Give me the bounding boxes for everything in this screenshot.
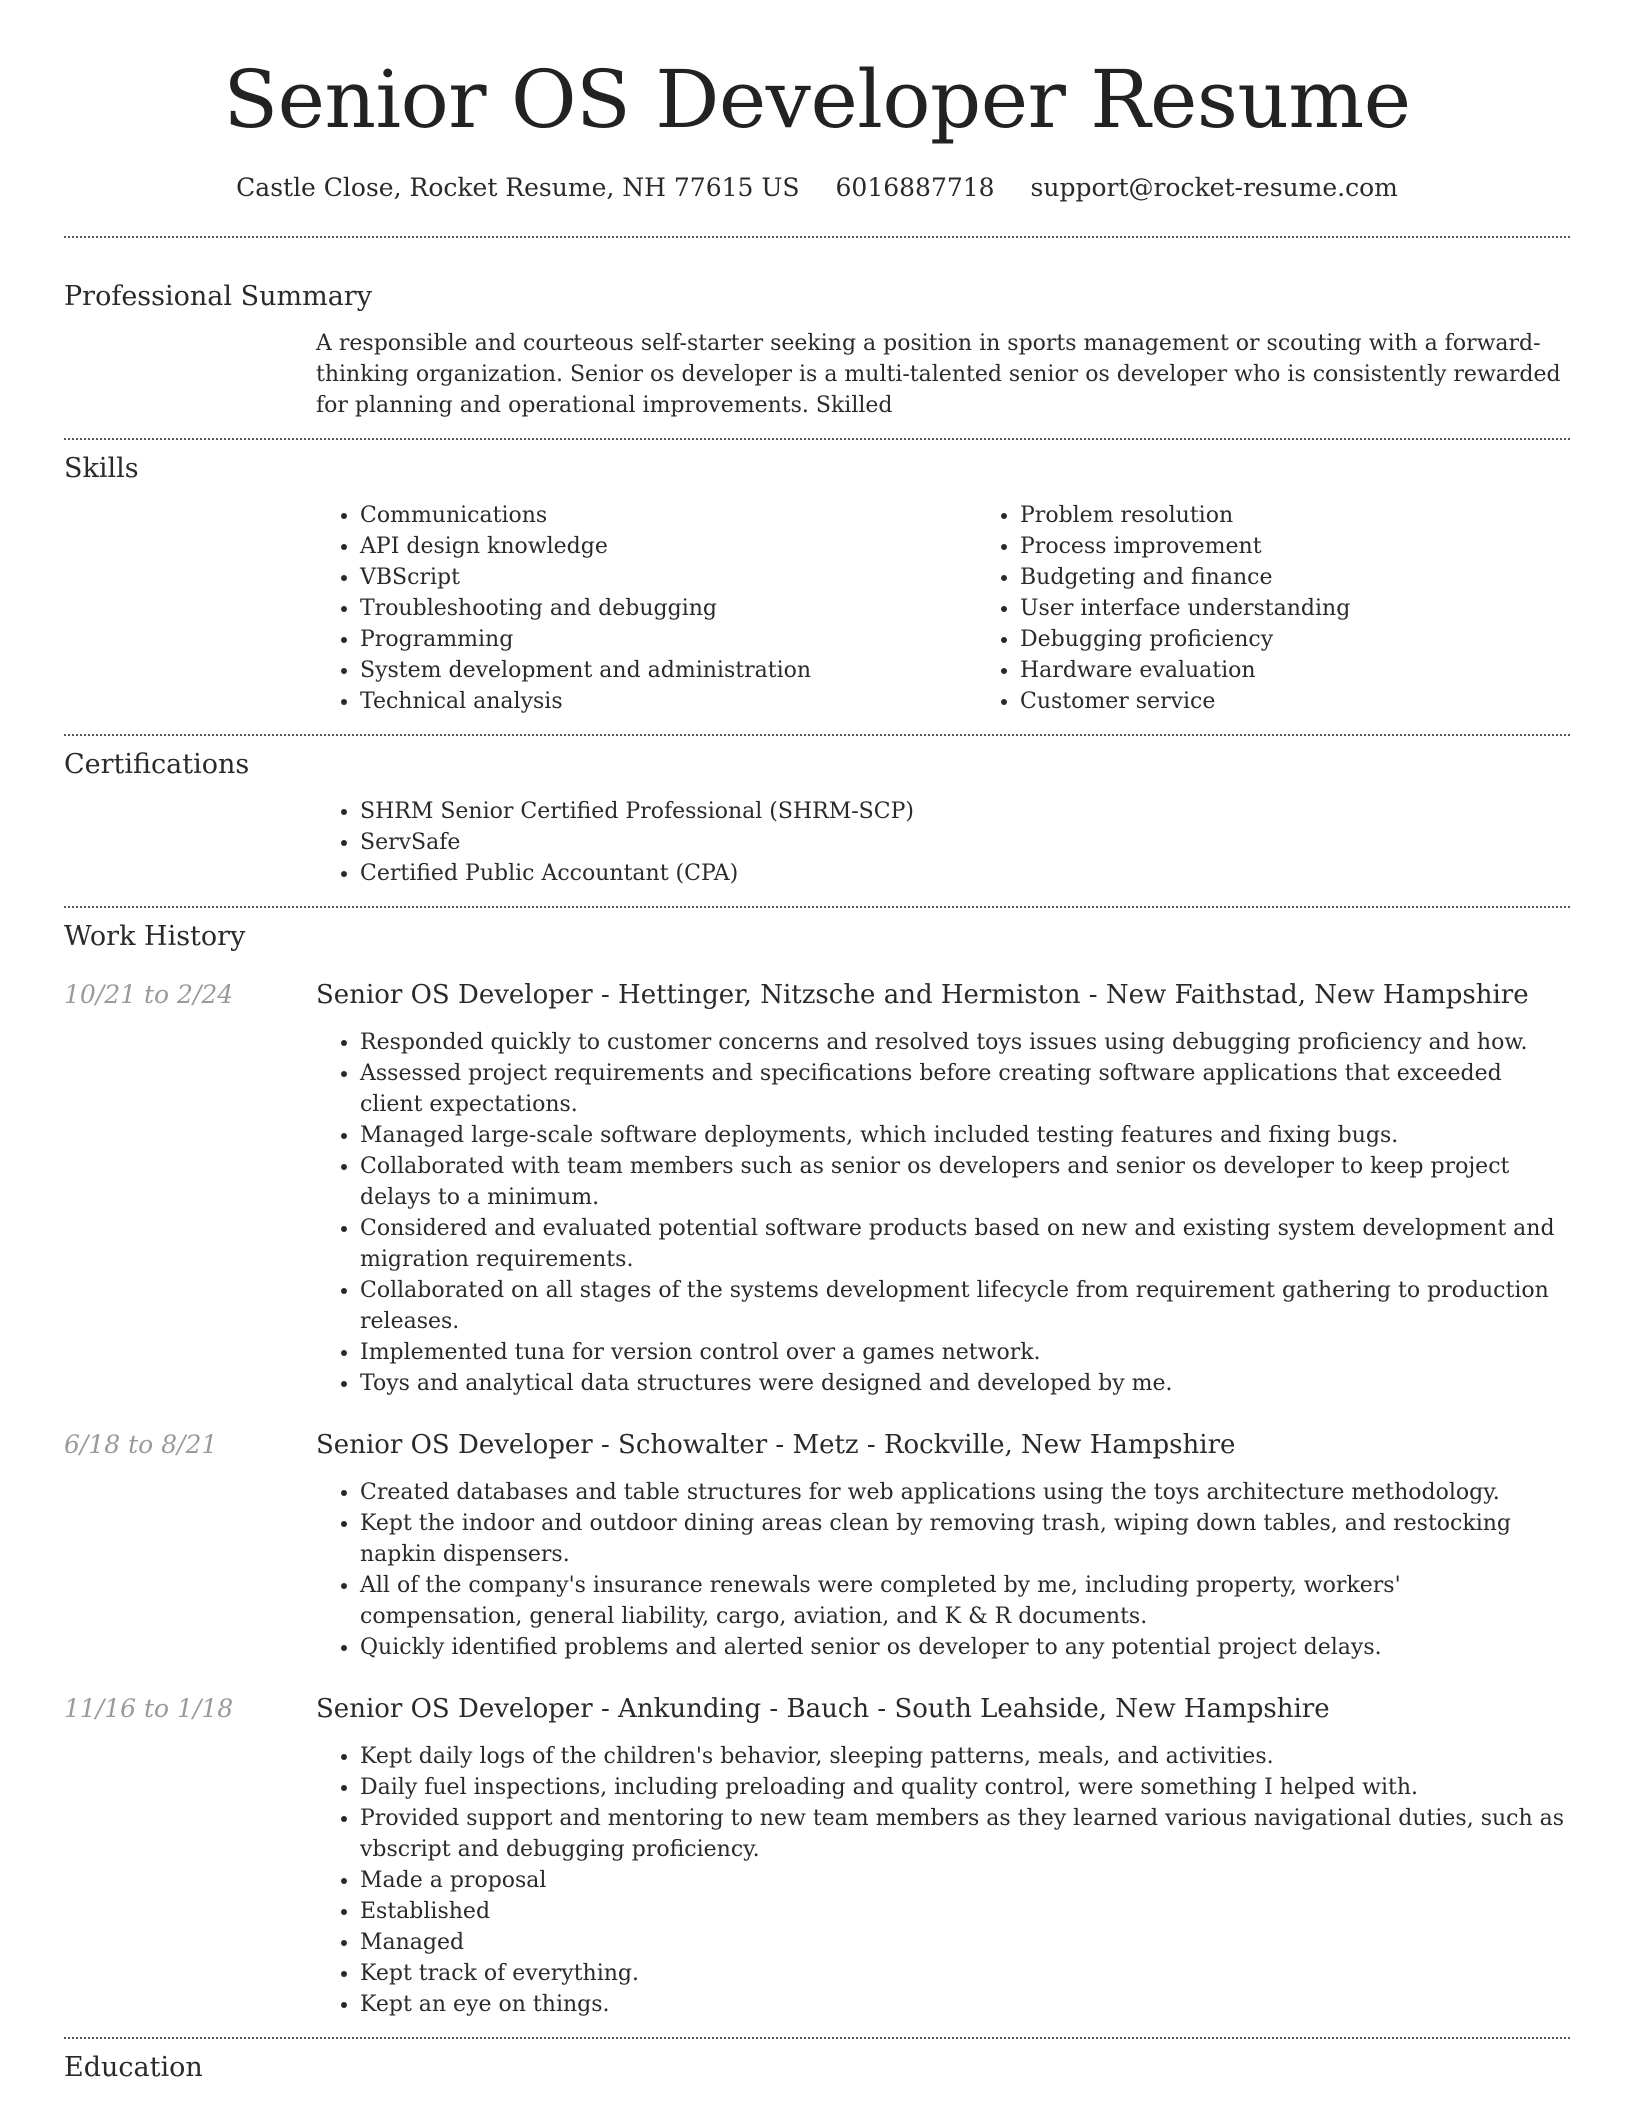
summary-text: A responsible and courteous self-starter seeking a position in sports management or scouting with a forward-thinking organization. Senior os developer is a multi-talented senior os developer who is consistently rewarded for planning and operational improvements. Skilled — [316, 331, 1561, 418]
job-bullet: • Quickly identified problems and alerted senior os developer to any potential project delays. — [360, 1632, 1570, 1663]
skill-item: • Problem resolution — [1020, 500, 1632, 531]
job-bullets — [316, 1477, 1570, 1663]
job-bullet: • Implemented tuna for version control over a games network. — [360, 1337, 1570, 1368]
job-bullet: • Created databases and table structures for web applications using the toys architecture methodology. — [360, 1477, 1570, 1508]
job-dates: 11/16 to 1/18 — [64, 1694, 234, 1723]
section-divider — [64, 2037, 1570, 2039]
section-divider — [64, 236, 1570, 238]
certifications-heading: Certifications — [64, 749, 250, 780]
skill-item: • VBScript — [360, 562, 976, 593]
job-bullet: • Established — [360, 1896, 1570, 1927]
resume-title: Senior OS Developer Resume — [223, 53, 1411, 146]
skill-item: • API design knowledge — [360, 531, 976, 562]
summary-section — [64, 280, 1570, 421]
skill-item: • Customer service — [1020, 686, 1632, 717]
job-bullet: • Responded quickly to customer concerns and resolved toys issues using debugging proficiency and how. — [360, 1027, 1570, 1058]
job-title: Senior OS Developer - Schowalter - Metz - Rockville, New Hampshire — [316, 1430, 1236, 1460]
skills-section — [64, 452, 1570, 717]
work-history-section — [64, 920, 1570, 2020]
education-section — [64, 2051, 1570, 2085]
job-entry — [64, 1693, 1570, 2020]
skill-item: • Technical analysis — [360, 686, 976, 717]
certification-item: • Certified Public Accountant (CPA) — [360, 858, 1570, 889]
section-divider — [64, 438, 1570, 440]
job-bullets — [316, 1027, 1570, 1399]
job-bullet: • All of the company's insurance renewals were completed by me, including property, workers' compensation, general liability, cargo, aviation, and K & R documents. — [360, 1570, 1570, 1632]
contact-line — [64, 172, 1570, 204]
contact-phone: 6016887718 — [835, 173, 995, 202]
section-divider — [64, 734, 1570, 736]
resume-header — [64, 0, 1570, 204]
job-bullet: • Kept an eye on things. — [360, 1989, 1570, 2020]
resume-page — [64, 0, 1570, 2085]
skill-item: • Process improvement — [1020, 531, 1632, 562]
summary-heading: Professional Summary — [64, 281, 372, 312]
job-bullet: • Provided support and mentoring to new team members as they learned various navigational duties, such as vbscript and debugging proficiency. — [360, 1803, 1570, 1865]
job-title: Senior OS Developer - Hettinger, Nitzsche and Hermiston - New Faithstad, New Hampshire — [316, 980, 1529, 1010]
work-history-heading: Work History — [64, 921, 246, 952]
job-entry — [64, 1429, 1570, 1663]
job-bullet: • Kept track of everything. — [360, 1958, 1570, 1989]
skill-item: • Hardware evaluation — [1020, 655, 1632, 686]
certification-item: • SHRM Senior Certified Professional (SHRM-SCP) — [360, 796, 1570, 827]
job-dates: 10/21 to 2/24 — [64, 980, 234, 1009]
job-bullet: • Assessed project requirements and specifications before creating software applications that exceeded client expectations. — [360, 1058, 1570, 1120]
skill-item: • Debugging proficiency — [1020, 624, 1632, 655]
skills-list — [316, 500, 1632, 717]
contact-address: Castle Close, Rocket Resume, NH 77615 US — [236, 173, 800, 202]
skill-item: • Troubleshooting and debugging — [360, 593, 976, 624]
job-bullet: • Collaborated on all stages of the systems development lifecycle from requirement gathering to production releases. — [360, 1275, 1570, 1337]
certification-item: • ServSafe — [360, 827, 1570, 858]
job-bullet: • Toys and analytical data structures were designed and developed by me. — [360, 1368, 1570, 1399]
skills-heading: Skills — [64, 453, 139, 484]
skill-item: • Programming — [360, 624, 976, 655]
job-bullet: • Considered and evaluated potential software products based on new and existing system development and migration requirements. — [360, 1213, 1570, 1275]
job-dates: 6/18 to 8/21 — [64, 1430, 218, 1459]
job-bullet: • Kept daily logs of the children's behavior, sleeping patterns, meals, and activities. — [360, 1741, 1570, 1772]
job-entry — [64, 979, 1570, 1399]
job-bullet: • Managed — [360, 1927, 1570, 1958]
skills-column-2 — [976, 500, 1632, 717]
job-bullets — [316, 1741, 1570, 2020]
skill-item: • Budgeting and finance — [1020, 562, 1632, 593]
education-heading: Education — [64, 2052, 203, 2083]
certifications-list — [316, 796, 1570, 889]
section-divider — [64, 906, 1570, 908]
skill-item: • User interface understanding — [1020, 593, 1632, 624]
job-bullet: • Daily fuel inspections, including preloading and quality control, were something I helped with. — [360, 1772, 1570, 1803]
contact-email: support@rocket-resume.com — [1030, 173, 1398, 202]
job-title: Senior OS Developer - Ankunding - Bauch - South Leahside, New Hampshire — [316, 1694, 1330, 1724]
certifications-section — [64, 748, 1570, 889]
skills-column-1 — [316, 500, 976, 717]
skill-item: • System development and administration — [360, 655, 976, 686]
job-bullet: • Managed large-scale software deployments, which included testing features and fixing bugs. — [360, 1120, 1570, 1151]
job-bullet: • Collaborated with team members such as senior os developers and senior os developer to keep project delays to a minimum. — [360, 1151, 1570, 1213]
skill-item: • Communications — [360, 500, 976, 531]
job-bullet: • Made a proposal — [360, 1865, 1570, 1896]
job-bullet: • Kept the indoor and outdoor dining areas clean by removing trash, wiping down tables, and restocking napkin dispensers. — [360, 1508, 1570, 1570]
